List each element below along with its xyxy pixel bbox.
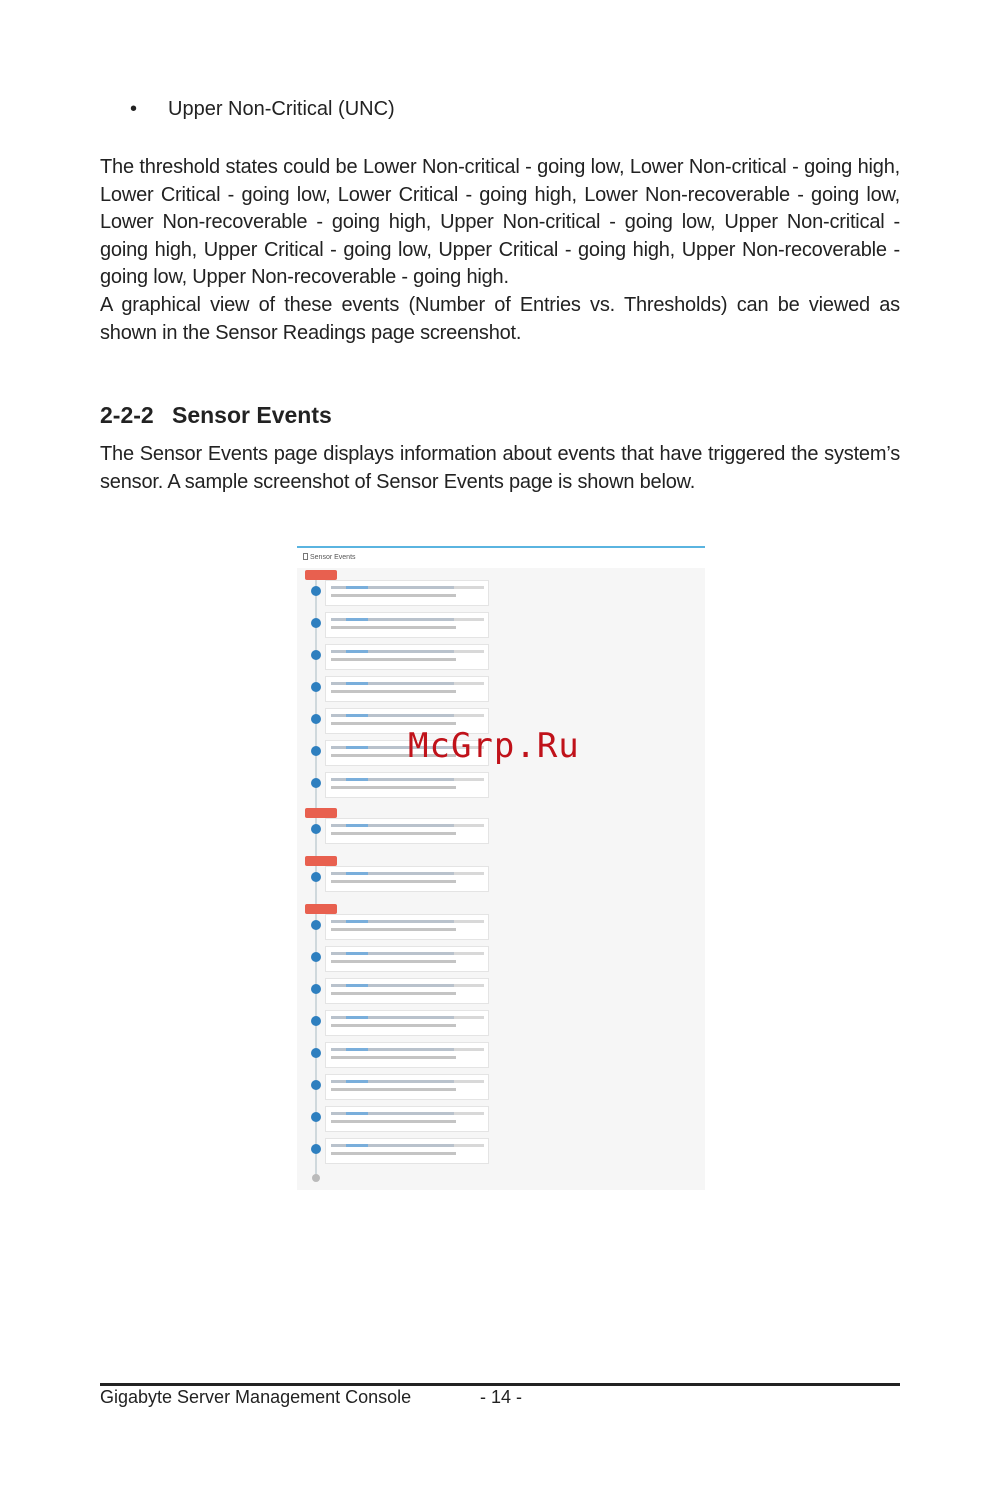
bookmark-icon (303, 553, 308, 560)
event-marker-icon (311, 920, 321, 930)
event-marker-icon (311, 586, 321, 596)
event-text-line (331, 1120, 456, 1123)
event-text-line (454, 1112, 484, 1115)
section-title: Sensor Events (172, 402, 332, 428)
event-marker-icon (311, 778, 321, 788)
date-tag (305, 856, 337, 866)
event-text-line (346, 824, 368, 827)
screenshot-title (303, 553, 356, 561)
event-text-line (331, 594, 456, 597)
event-text-line (346, 650, 368, 653)
event-marker-icon (311, 872, 321, 882)
event-text-line (331, 880, 456, 883)
event-text-line (346, 1048, 368, 1051)
event-card (325, 818, 489, 844)
event-text-line (346, 618, 368, 621)
event-marker-icon (311, 952, 321, 962)
footer-title: Gigabyte Server Management Console (100, 1387, 412, 1407)
event-marker-icon (311, 824, 321, 834)
event-text-line (346, 714, 368, 717)
event-marker-icon (311, 618, 321, 628)
event-text-line (454, 778, 484, 781)
event-card (325, 644, 489, 670)
date-tag (305, 904, 337, 914)
event-marker-icon (311, 1144, 321, 1154)
event-text-line (454, 952, 484, 955)
event-text-line (331, 1152, 456, 1155)
timeline-end-icon (312, 1174, 320, 1182)
paragraph-graphical-view: A graphical view of these events (Number of Entries vs. Thresholds) can be viewed as shown in the Sensor Readings page screenshot. (100, 294, 900, 344)
event-marker-icon (311, 984, 321, 994)
event-text-line (331, 928, 456, 931)
event-text-line (454, 920, 484, 923)
event-text-line (454, 618, 484, 621)
event-text-line (346, 746, 368, 749)
event-text-line (454, 714, 484, 717)
event-text-line (331, 722, 456, 725)
event-marker-icon (311, 682, 321, 692)
section-heading (100, 402, 332, 429)
event-text-line (454, 586, 484, 589)
event-text-line (331, 960, 456, 963)
date-tag (305, 570, 337, 580)
event-marker-icon (311, 746, 321, 756)
event-card (325, 1106, 489, 1132)
event-text-line (454, 682, 484, 685)
event-marker-icon (311, 1080, 321, 1090)
event-card (325, 1138, 489, 1164)
screenshot-title-text: Sensor Events (310, 554, 356, 561)
event-text-line (331, 1024, 456, 1027)
event-card (325, 1010, 489, 1036)
event-marker-icon (311, 1048, 321, 1058)
event-card (325, 914, 489, 940)
event-text-line (346, 872, 368, 875)
date-tag (305, 808, 337, 818)
event-card (325, 946, 489, 972)
paragraph-threshold-states: The threshold states could be Lower Non-critical - going low, Lower Non-critical - going high, Lower Critical - going low, Lower Critical - going high, Lower Non-recoverable - going low, Lower Non-recoverable - going high, Upper Non-critical - going low, Upper Non-critical - going high, Upper Critical - going low, Upper Critical - going high, Upper Non-recoverable - going low, Upper Non-recoverable - going high. (100, 156, 900, 288)
section-body: The Sensor Events page displays information about events that have triggered the system’s sensor. A sample screenshot of Sensor Events page is shown below. (100, 443, 900, 493)
screenshot-header (297, 546, 705, 568)
event-text-line (454, 1048, 484, 1051)
event-text-line (454, 824, 484, 827)
event-card (325, 676, 489, 702)
event-text-line (454, 1016, 484, 1019)
event-text-line (454, 872, 484, 875)
event-card (325, 1074, 489, 1100)
event-text-line (331, 786, 456, 789)
event-text-line (346, 1016, 368, 1019)
event-card (325, 580, 489, 606)
event-text-line (331, 832, 456, 835)
event-text-line (331, 1088, 456, 1091)
event-text-line (454, 1080, 484, 1083)
event-text-line (331, 690, 456, 693)
watermark: McGrp.Ru (408, 726, 580, 766)
event-text-line (346, 1080, 368, 1083)
event-marker-icon (311, 1016, 321, 1026)
event-text-line (346, 1112, 368, 1115)
event-text-line (346, 984, 368, 987)
event-text-line (331, 1056, 456, 1059)
bullet-marker: • (130, 98, 138, 120)
event-text-line (454, 984, 484, 987)
event-marker-icon (311, 1112, 321, 1122)
bullet-item (130, 98, 395, 121)
event-marker-icon (311, 714, 321, 724)
event-text-line (331, 658, 456, 661)
event-text-line (454, 650, 484, 653)
event-text-line (346, 952, 368, 955)
event-text-line (346, 778, 368, 781)
event-card (325, 978, 489, 1004)
event-text-line (346, 920, 368, 923)
sensor-events-screenshot (297, 546, 705, 1190)
footer-page-number: - 14 - (480, 1387, 523, 1407)
event-card (325, 866, 489, 892)
event-card (325, 1042, 489, 1068)
event-text-line (346, 682, 368, 685)
section-number: 2-2-2 (100, 402, 154, 428)
event-text-line (346, 1144, 368, 1147)
footer-rule (100, 1383, 900, 1386)
event-text-line (331, 992, 456, 995)
bullet-text: Upper Non-Critical (UNC) (168, 98, 395, 120)
event-text-line (331, 626, 456, 629)
event-card (325, 772, 489, 798)
event-card (325, 612, 489, 638)
event-marker-icon (311, 650, 321, 660)
event-text-line (454, 1144, 484, 1147)
event-text-line (346, 586, 368, 589)
